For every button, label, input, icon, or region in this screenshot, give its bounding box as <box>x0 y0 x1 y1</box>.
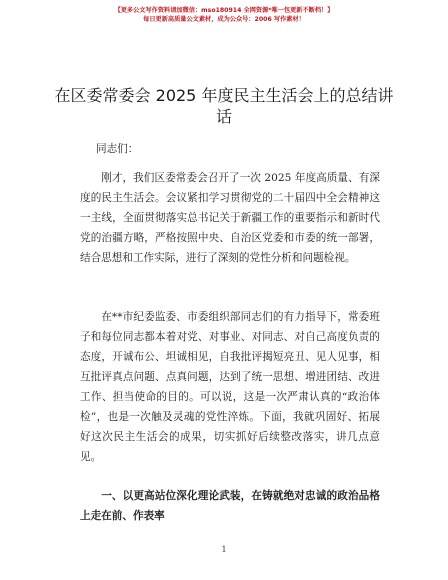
section-heading-1-text: 一、以更高站位深化理论武装，在铸就绝对忠诚的政治品格上走在前、作表率 <box>80 490 380 522</box>
paragraph-1-text: 刚才，我们区委常委会召开了一次 2025 年度高质量、有深度的民主生活会。会议紧扣学习贯彻党的二十届四中全会精神这一主线，全面贯彻落实总书记关于新疆工作的重要指示和新时代党的治疆方略，严格按照中央、自治区党委和市委的统一部署，结合思想和工作实际，进行了深刻的党性分析和问题检视。 <box>80 172 380 264</box>
promo-banner-line-1: 【更多公文写作资料请加微信：mso180914 全网资源*唯一包更新不断档！】 <box>114 7 334 14</box>
page-number: 1 <box>221 545 227 554</box>
promo-banner-line-2: 每日更新高质量公文素材，成为公众号：2006 写作素材！ <box>143 16 305 23</box>
section-heading-1 <box>80 486 380 526</box>
promo-banner <box>0 6 448 24</box>
paragraph-1 <box>80 168 380 268</box>
paragraph-2-text: 在**市纪委监委、市委组织部同志们的有力指导下，常委班子和每位同志都本着对党、对事业、对同志、对自己高度负责的态度，开诚布公、坦诚相见，自我批评揭短亮丑、见人见事，相互批评真点问题、点真问题，达到了统一思想、增进团结、改进工作、担当使命的目的。可以说，这是一次严肃认真的“政治体检”，也是一次触及灵魂的党性淬炼。下面，我就巩固好、拓展好这次民主生活会的成果，切实抓好后续整改落实，讲几点意见。 <box>80 311 380 463</box>
document-title: 在区委常委会 2025 年度民主生活会上的总结讲话 <box>54 86 394 126</box>
paragraph-2 <box>80 307 380 467</box>
greeting: 同志们： <box>96 143 139 155</box>
